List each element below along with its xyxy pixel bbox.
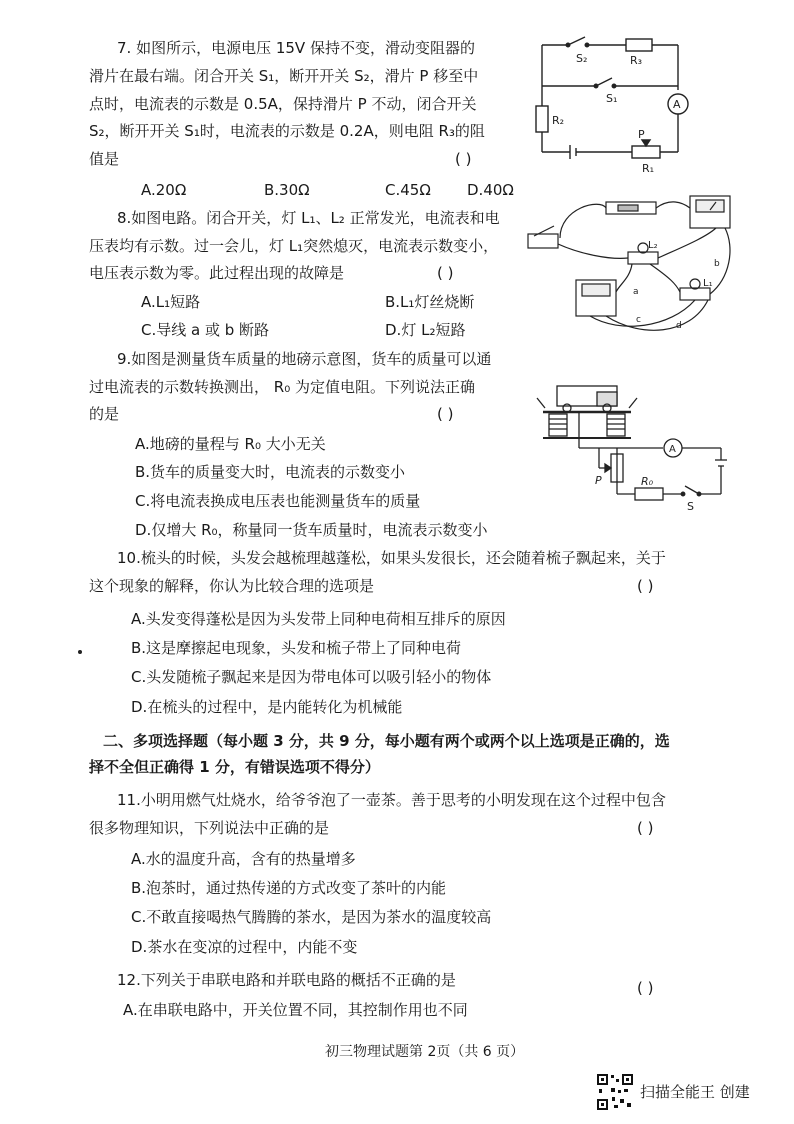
q7-label-s1: S₁	[606, 92, 618, 105]
q7-label-s2: S₂	[576, 52, 588, 65]
q11-option-b: B.泡茶时，通过热传递的方式改变了茶叶的内能	[131, 879, 447, 897]
q9-option-d: D.仅增大 R₀，称量同一货车质量时，电流表示数变小	[135, 521, 488, 539]
q9-option-b: B.货车的质量变大时，电流表的示数变小	[135, 463, 406, 481]
q8-option-c: C.导线 a 或 b 断路	[141, 321, 270, 339]
q7-line-5: 值是	[89, 150, 120, 168]
q7-line-4: S₂，断开开关 S₁时，电流表的示数是 0.2A，则电阻 R₃的阻	[89, 122, 485, 140]
q9-line-1: 9.如图是测量货车质量的地磅示意图，货车的质量可以通	[117, 350, 492, 368]
q9-label-p: P	[595, 474, 602, 487]
q7-option-b: B.30Ω	[264, 181, 310, 199]
q9-weighbridge-figure	[535, 384, 745, 514]
q8-option-b: B.L₁灯丝烧断	[385, 293, 475, 311]
q12-line-1: 12.下列关于串联电路和并联电路的概括不正确的是	[117, 971, 456, 989]
q7-label-r2: R₂	[552, 114, 565, 127]
q7-option-c: C.45Ω	[385, 181, 431, 199]
q10-option-c: C.头发随梳子飘起来是因为带电体可以吸引轻小的物体	[131, 668, 492, 686]
q7-label-p: P	[638, 128, 645, 141]
q8-answer-paren: ( )	[437, 264, 454, 282]
section-2-heading-line-2: 择不全但正确得 1 分，有错误选项不得分）	[89, 758, 380, 776]
q8-label-c: c	[636, 315, 641, 325]
q9-line-3: 的是	[89, 405, 120, 423]
qr-code-icon	[596, 1073, 634, 1111]
q10-option-b: B.这是摩擦起电现象，头发和梳子带上了同种电荷	[131, 639, 462, 657]
q8-circuit-figure	[520, 188, 742, 340]
q7-option-d: D.40Ω	[467, 181, 514, 199]
q8-line-2: 压表均有示数。过一会儿，灯 L₁突然熄灭，电流表示数变小，	[89, 237, 499, 255]
q8-label-l1: L₁	[703, 278, 713, 289]
q8-line-3: 电压表示数为零。此过程出现的故障是	[89, 264, 345, 282]
q8-option-d: D.灯 L₂短路	[385, 321, 466, 339]
q9-label-ammeter: A	[669, 444, 676, 455]
q11-option-a: A.水的温度升高，含有的热量增多	[131, 850, 356, 868]
q7-label-r1: R₁	[642, 162, 655, 175]
q7-option-a: A.20Ω	[141, 181, 187, 199]
q7-answer-paren: ( )	[455, 150, 472, 168]
q9-option-a: A.地磅的量程与 R₀ 大小无关	[135, 435, 326, 453]
q8-label-a: a	[633, 287, 639, 297]
page-footer: 初三物理试题第 2页（共 6 页）	[325, 1044, 525, 1060]
section-2-heading-line-1: 二、多项选择题（每小题 3 分，共 9 分，每小题有两个或两个以上选项是正确的，选	[103, 732, 670, 750]
q10-line-1: 10.梳头的时候，头发会越梳理越蓬松，如果头发很长，还会随着梳子飘起来，关于	[117, 549, 666, 567]
q10-answer-paren: ( )	[637, 577, 654, 595]
q10-option-a: A.头发变得蓬松是因为头发带上同种电荷相互排斥的原因	[131, 610, 506, 628]
scanner-watermark: 扫描全能王 创建	[640, 1083, 750, 1101]
q10-option-d: D.在梳头的过程中，是内能转化为机械能	[131, 698, 403, 716]
q9-line-2: 过电流表的示数转换测出， R₀ 为定值电阻。下列说法正确	[89, 378, 475, 396]
q8-label-b: b	[714, 259, 720, 269]
q7-circuit-figure	[530, 28, 700, 178]
q9-option-c: C.将电流表换成电压表也能测量货车的质量	[135, 492, 421, 510]
q7-line-1: 7. 如图所示，电源电压 15V 保持不变，滑动变阻器的	[117, 39, 475, 57]
q11-line-1: 11.小明用燃气灶烧水，给爷爷泡了一壶茶。善于思考的小明发现在这个过程中包含	[117, 791, 666, 809]
stray-dot	[78, 650, 82, 654]
q7-label-ammeter: A	[673, 98, 681, 111]
q7-line-2: 滑片在最右端。闭合开关 S₁，断开开关 S₂，滑片 P 移至中	[89, 67, 479, 85]
q9-label-s: S	[687, 500, 694, 513]
q11-option-d: D.茶水在变凉的过程中，内能不变	[131, 938, 358, 956]
q12-answer-paren: ( )	[637, 979, 654, 997]
q8-option-a: A.L₁短路	[141, 293, 201, 311]
q7-line-3: 点时，电流表的示数是 0.5A，保持滑片 P 不动，闭合开关	[89, 95, 477, 113]
q12-option-a: A.在串联电路中，开关位置不同，其控制作用也不同	[123, 1001, 468, 1019]
q9-label-r0: R₀	[641, 475, 654, 488]
q7-label-r3: R₃	[630, 54, 643, 67]
q11-option-c: C.不敢直接喝热气腾腾的茶水，是因为茶水的温度较高	[131, 908, 492, 926]
q8-line-1: 8.如图电路。闭合开关，灯 L₁、L₂ 正常发光，电流表和电	[117, 209, 500, 227]
q8-label-d: d	[676, 321, 682, 331]
q9-answer-paren: ( )	[437, 405, 454, 423]
q11-answer-paren: ( )	[637, 819, 654, 837]
q10-line-2: 这个现象的解释，你认为比较合理的选项是	[89, 577, 375, 595]
q11-line-2: 很多物理知识，下列说法中正确的是	[89, 819, 330, 837]
q8-label-l2: L₂	[648, 240, 658, 251]
